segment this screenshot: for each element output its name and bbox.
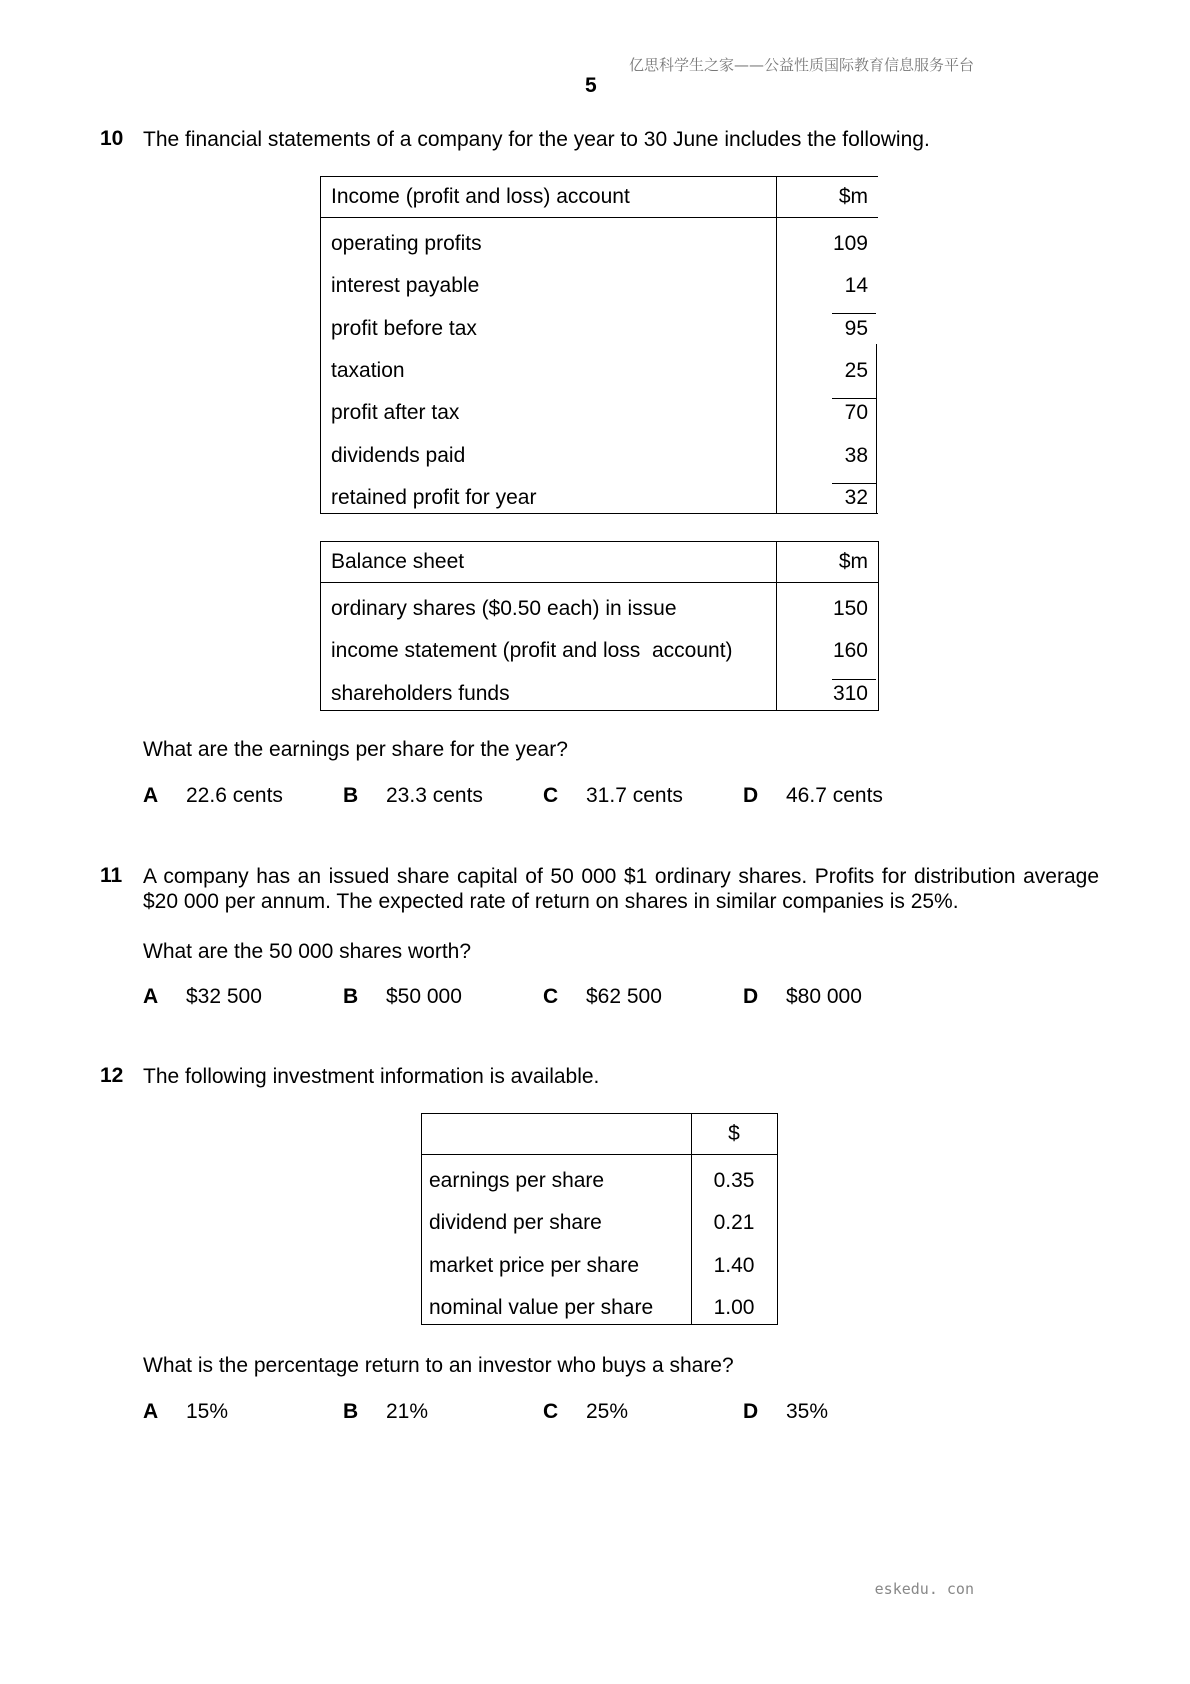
income-row-label: operating profits: [331, 232, 482, 255]
option-text: 22.6 cents: [186, 784, 283, 807]
option-letter: D: [743, 784, 759, 807]
investment-row-value: 0.21: [713, 1211, 755, 1234]
option-text: 15%: [186, 1400, 229, 1423]
balance-row-label: income statement (profit and loss account): [331, 639, 733, 662]
answer-options: [0, 1400, 1190, 1426]
option-text: 46.7 cents: [786, 784, 883, 807]
question-text: The financial statements of a company for the year to 30 June includes the following.: [143, 128, 930, 151]
investment-table-unit: $: [728, 1122, 740, 1145]
option-text: 31.7 cents: [586, 784, 683, 807]
option-text: 21%: [386, 1400, 429, 1423]
income-table-unit: $m: [838, 185, 868, 208]
option-text: $32 500: [186, 985, 262, 1008]
option-letter: D: [743, 1400, 759, 1423]
page-number: 5: [585, 74, 597, 97]
balance-row-value: 150: [832, 597, 868, 620]
question-text: The following investment information is available.: [143, 1065, 600, 1088]
option-letter: C: [543, 1400, 559, 1423]
income-row-label: retained profit for year: [331, 486, 537, 509]
income-row-label: dividends paid: [331, 444, 466, 467]
footer-site-text: eskedu. con: [874, 1580, 974, 1598]
investment-row-value: 1.00: [713, 1296, 755, 1319]
income-statement-table: [320, 176, 880, 514]
income-row-label: profit before tax: [331, 317, 477, 340]
option-letter: C: [543, 784, 559, 807]
income-row-value: 32: [844, 486, 868, 509]
income-table-title: Income (profit and loss) account: [331, 185, 630, 208]
investment-row-label: earnings per share: [429, 1169, 605, 1192]
option-text: 23.3 cents: [386, 784, 483, 807]
option-letter: B: [343, 1400, 359, 1423]
investment-info-table: [421, 1113, 779, 1325]
option-letter: A: [143, 784, 159, 807]
balance-table-title: Balance sheet: [331, 550, 465, 573]
answer-options: [0, 985, 1190, 1011]
option-letter: B: [343, 985, 359, 1008]
option-text: $80 000: [786, 985, 862, 1008]
income-row-value: 25: [844, 359, 868, 382]
balance-row-value: 310: [832, 682, 868, 705]
question-prompt: What is the percentage return to an investor who buys a share?: [143, 1354, 734, 1377]
investment-row-label: market price per share: [429, 1254, 640, 1277]
balance-row-label: ordinary shares ($0.50 each) in issue: [331, 597, 677, 620]
question-prompt: What are the earnings per share for the year?: [143, 738, 568, 761]
balance-sheet-table: [320, 541, 880, 711]
income-row-label: profit after tax: [331, 401, 460, 424]
answer-options: [0, 784, 1190, 810]
option-letter: D: [743, 985, 759, 1008]
option-text: 35%: [786, 1400, 829, 1423]
question-number: 12: [100, 1064, 124, 1087]
question-number: 11: [100, 864, 123, 887]
option-text: $50 000: [386, 985, 462, 1008]
income-row-value: 38: [844, 444, 868, 467]
income-row-label: interest payable: [331, 274, 480, 297]
option-letter: B: [343, 784, 359, 807]
balance-row-value: 160: [832, 639, 868, 662]
investment-row-value: 1.40: [713, 1254, 755, 1277]
header-site-text: 亿思科学生之家——公益性质国际教育信息服务平台: [628, 56, 974, 74]
investment-row-label: nominal value per share: [429, 1296, 654, 1319]
balance-table-unit: $m: [838, 550, 868, 573]
question-number: 10: [100, 127, 124, 150]
question-text: A company has an issued share capital of 50 000 $1 ordinary shares. Profits for distribution average $20 000 per annum. The expected rate of return on shares in similar companies is 25%.: [143, 865, 1099, 913]
income-row-value: 14: [844, 274, 868, 297]
income-row-value: 109: [832, 232, 868, 255]
income-row-value: 70: [844, 401, 868, 424]
question-prompt: What are the 50 000 shares worth?: [143, 940, 472, 963]
income-row-value: 95: [844, 317, 868, 340]
option-text: $62 500: [586, 985, 662, 1008]
investment-row-label: dividend per share: [429, 1211, 602, 1234]
income-row-label: taxation: [331, 359, 405, 382]
balance-row-label: shareholders funds: [331, 682, 510, 705]
option-text: 25%: [586, 1400, 629, 1423]
investment-row-value: 0.35: [713, 1169, 755, 1192]
option-letter: C: [543, 985, 559, 1008]
option-letter: A: [143, 1400, 159, 1423]
option-letter: A: [143, 985, 159, 1008]
